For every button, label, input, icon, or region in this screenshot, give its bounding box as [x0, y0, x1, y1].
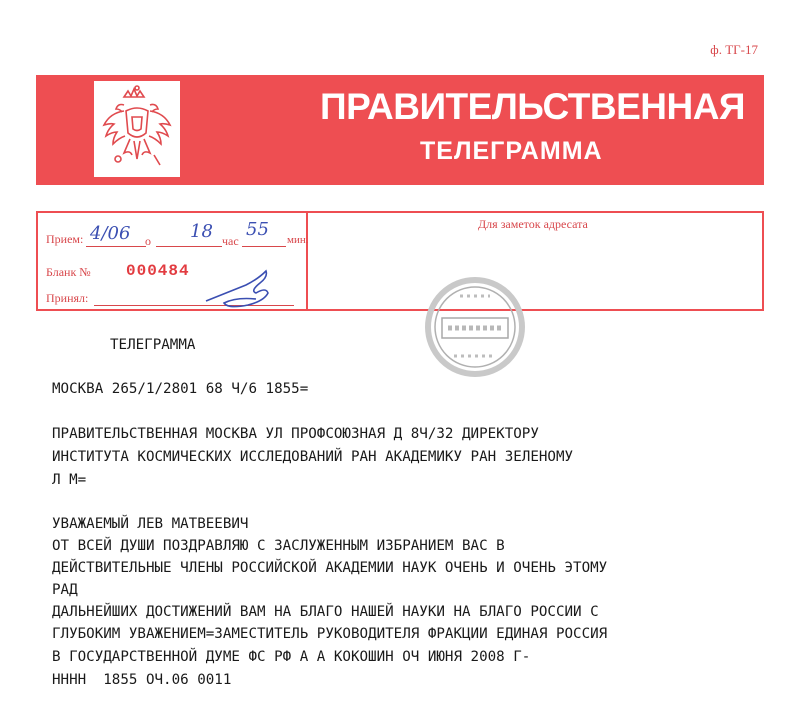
blank-number: 000484: [126, 262, 190, 280]
header-banner: [36, 75, 764, 185]
coat-of-arms-icon: [94, 81, 180, 177]
minutes-underline: [242, 246, 286, 247]
body-line: УВАЖАЕМЫЙ ЛЕВ МАТВЕЕВИЧ: [52, 516, 249, 532]
telegram-heading: ТЕЛЕГРАММА: [110, 337, 196, 353]
address-line: ПРАВИТЕЛЬСТВЕННАЯ МОСКВА УЛ ПРОФСОЮЗНАЯ Д 8Ч/32 ДИРЕКТОРУ: [52, 426, 539, 442]
telegram-footer: НННН 1855 ОЧ.06 0011: [52, 672, 232, 688]
body-line: РАД: [52, 582, 78, 598]
date-handwritten: 4/06: [90, 223, 131, 244]
accepted-label: Принял:: [46, 291, 89, 305]
address-line: Л М=: [52, 472, 87, 488]
reception-box: [36, 211, 764, 311]
hours-handwritten: 18: [190, 221, 213, 242]
banner-subtitle: ТЕЛЕГРАММА: [420, 137, 603, 165]
hours-suffix: час: [222, 234, 239, 248]
postmark-stamp-icon: [420, 272, 530, 382]
body-line: ГЛУБОКИМ УВАЖЕНИЕМ=ЗАМЕСТИТЕЛЬ РУКОВОДИТЕЛЯ ФРАКЦИИ ЕДИНАЯ РОССИЯ: [52, 626, 608, 642]
blank-label: Бланк №: [46, 265, 91, 279]
signature-icon: [198, 263, 298, 313]
telegram-origin: МОСКВА 265/1/2801 68 Ч/6 1855=: [52, 381, 309, 397]
date-suffix: о: [145, 234, 151, 248]
received-label: Прием:: [46, 232, 84, 246]
date-underline: [86, 246, 146, 247]
hours-underline: [156, 246, 222, 247]
banner-title: ПРАВИТЕЛЬСТВЕННАЯ: [320, 86, 746, 127]
body-line: В ГОСУДАРСТВЕННОЙ ДУМЕ ФС РФ А А КОКОШИН ОЧ ИЮНЯ 2008 Г-: [52, 649, 531, 665]
reception-divider: [306, 213, 308, 309]
address-line: ИНСТИТУТА КОСМИЧЕСКИХ ИССЛЕДОВАНИЙ РАН АКАДЕМИКУ РАН ЗЕЛЕНОМУ: [52, 449, 574, 465]
minutes-suffix: мин.: [287, 234, 309, 246]
body-line: ОТ ВСЕЙ ДУШИ ПОЗДРАВЛЯЮ С ЗАСЛУЖЕННЫМ ИЗБРАНИЕМ ВАС В: [52, 538, 505, 554]
minutes-handwritten: 55: [246, 219, 269, 240]
notes-label: Для заметок адресата: [478, 217, 588, 231]
form-code: ф. ТГ-17: [710, 42, 758, 57]
body-line: ДЕЙСТВИТЕЛЬНЫЕ ЧЛЕНЫ РОССИЙСКОЙ АКАДЕМИИ НАУК ОЧЕНЬ И ОЧЕНЬ ЭТОМУ: [52, 560, 608, 576]
emblem-box: [94, 81, 180, 177]
body-line: ДАЛЬНЕЙШИХ ДОСТИЖЕНИЙ ВАМ НА БЛАГО НАШЕЙ НАУКИ НА БЛАГО РОССИИ С: [52, 604, 599, 620]
